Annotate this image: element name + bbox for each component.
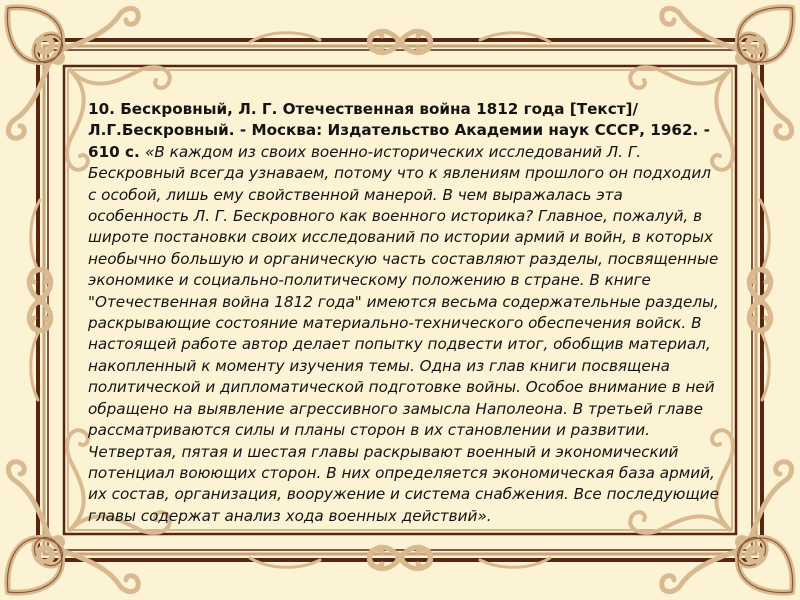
slide-text bbox=[88, 99, 722, 527]
review-quote: «В каждом из своих военно-исторических исследований Л. Г. Бескровный всегда узнаваем, потому что к явлениям прошлого он подходил с особой, лишь ему свойственной манерой. В чем выражалась эта особенность Л. Г. Бескровного как военного историка? Главное, пожалуй, в широте постановки своих исследований по истории армий и войн, в которых необычно большую и органическую часть составляют разделы, посвященные экономике и социально-политическому положению в стране. В книге "Отечественная война 1812 года" имеются весьма содержательные разделы, раскрывающие состояние материально-технического обеспечения войск. В настоящей работе автор делает попытку подвести итог, обобщив материал, накопленный к моменту изучения темы. Одна из глав книги посвящена политической и дипломатической подготовке войны. Особое внимание в ней обращено на выявление агрессивного замысла Наполеона. В третьей главе рассматриваются силы и планы сторон в их становлении и развитии. Четвертая, пятая и шестая главы раскрывают военный и экономический потенциал воюющих сторон. В них определяется экономическая база армий, их состав, организация, вооружение и система снабжения. Все последующие главы содержат анализ хода военных действий». bbox=[88, 142, 719, 525]
bibliographic-citation: 10. Бескровный, Л. Г. Отечественная война 1812 года [Текст]/ Л.Г.Бескровный. - Москва: Издательство Академии наук СССР, 1962. - 610 с. bbox=[88, 100, 710, 161]
